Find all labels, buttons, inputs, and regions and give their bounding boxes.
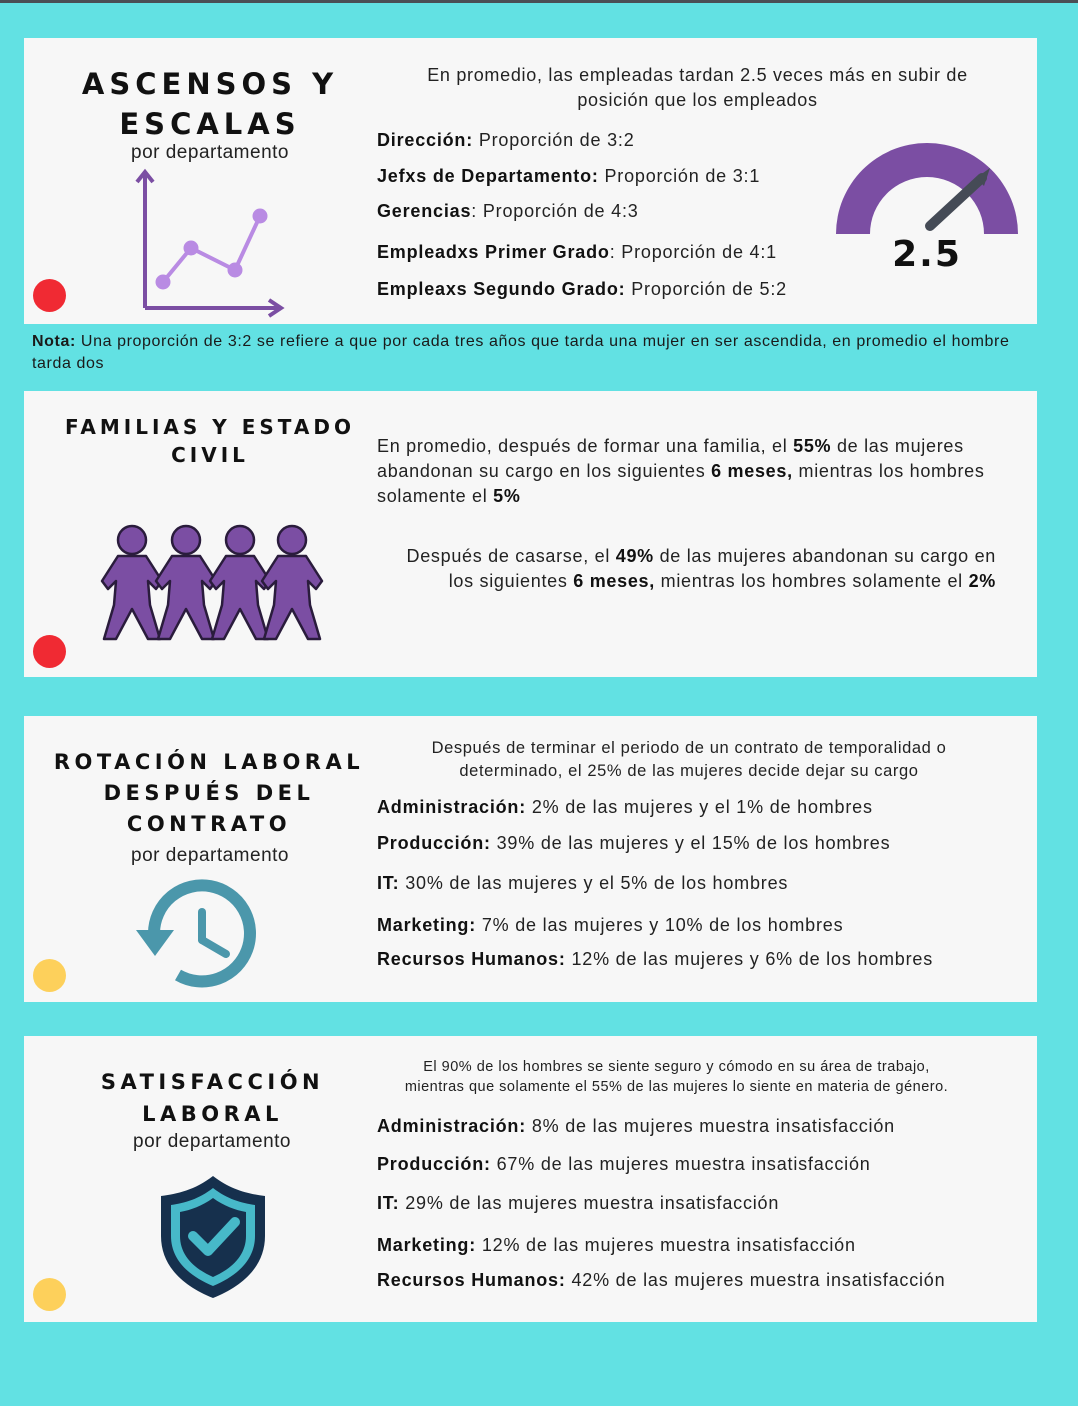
status-dot-yellow <box>33 959 66 992</box>
ascensos-item <box>377 201 639 222</box>
ascensos-intro-line1: En promedio, las empleadas tardan 2.5 veces más en subir de <box>427 65 968 85</box>
highlight: 2% <box>968 571 996 591</box>
rotacion-item <box>377 873 788 894</box>
note-text: Una proporción de 3:2 se refiere a que por cada tres años que tarda una mujer en ser ascendida, en promedio el hombre tarda dos <box>32 333 1010 372</box>
item-label: Producción: <box>377 833 491 853</box>
item-text: 7% de las mujeres y 10% de los hombres <box>476 915 844 935</box>
status-dot-yellow <box>33 1278 66 1311</box>
ascensos-item <box>377 166 760 187</box>
text: de las mujeres abandonan su cargo en los siguientes <box>448 546 996 591</box>
item-text: 2% de las mujeres y el 1% de hombres <box>526 797 873 817</box>
item-label: Marketing: <box>377 915 477 935</box>
people-chain-icon <box>100 523 324 643</box>
familias-card <box>24 391 1037 677</box>
ascensos-intro <box>370 63 1025 113</box>
highlight: 5% <box>493 486 521 506</box>
rotacion-title-line3: CONTRATO <box>126 812 292 836</box>
item-label: Producción: <box>377 1154 491 1174</box>
text: mientras los hombres solamente el <box>654 571 969 591</box>
ascensos-item <box>377 242 777 263</box>
note-label: Nota: <box>32 333 76 350</box>
item-label: Administración: <box>377 797 527 817</box>
item-label: Empleadxs Primer Grado <box>377 242 610 262</box>
satisfaccion-title <box>70 1066 355 1130</box>
item-text: 12% de las mujeres y 6% de los hombres <box>565 949 934 969</box>
text: En promedio, después de formar una familia, el <box>377 436 794 456</box>
highlight: 55% <box>793 436 832 456</box>
rotacion-intro-line1: Después de terminar el periodo de un contrato de temporalidad o <box>431 739 947 757</box>
item-text: 29% de las mujeres muestra insatisfacción <box>399 1193 780 1213</box>
item-label: Marketing: <box>377 1235 477 1255</box>
familias-title <box>59 413 361 469</box>
satisfaccion-item <box>377 1154 871 1175</box>
satisfaccion-intro <box>354 1057 999 1097</box>
rotacion-intro-line2: determinado, el 25% de las mujeres decide dejar su cargo <box>459 762 919 780</box>
rotacion-subtitle: por departamento <box>131 845 289 866</box>
satisfaccion-item <box>377 1270 945 1291</box>
item-label: IT: <box>377 1193 400 1213</box>
familias-paragraph-2 <box>402 544 996 594</box>
item-text: 30% de las mujeres y el 5% de los hombres <box>399 873 789 893</box>
item-text: 67% de las mujeres muestra insatisfacción <box>490 1154 871 1174</box>
gauge-icon <box>832 138 1022 238</box>
familias-title-line2: CIVIL <box>171 443 249 467</box>
satisfaccion-item <box>377 1193 779 1214</box>
top-border <box>0 0 1078 3</box>
status-dot-red <box>33 635 66 668</box>
item-text: : Proporción de 4:1 <box>609 242 777 262</box>
shield-check-icon <box>157 1174 269 1300</box>
item-label: Recursos Humanos: <box>377 1270 566 1290</box>
rotacion-intro <box>374 737 1004 783</box>
ascensos-item <box>377 130 635 151</box>
item-label: Recursos Humanos: <box>377 949 566 969</box>
highlight: 49% <box>615 546 654 566</box>
person-figure <box>102 526 162 639</box>
person-figure <box>262 526 322 639</box>
item-text: Proporción de 3:1 <box>598 166 761 186</box>
satisfaccion-item <box>377 1235 856 1256</box>
text: mientras los hombres solamente el <box>377 461 985 506</box>
rotacion-item <box>377 915 843 936</box>
ascensos-subtitle: por departamento <box>131 142 289 163</box>
person-figure <box>210 526 270 639</box>
line-chart-icon <box>129 166 299 321</box>
ascensos-intro-line2: posición que los empleados <box>577 90 818 110</box>
item-text: Proporción de 3:2 <box>473 130 635 150</box>
familias-title-line1: FAMILIAS Y ESTADO <box>65 415 355 439</box>
item-text: 12% de las mujeres muestra insatisfacción <box>476 1235 856 1255</box>
item-text: Proporción de 5:2 <box>625 279 787 299</box>
item-text: : Proporción de 4:3 <box>471 201 639 221</box>
rotacion-item <box>377 797 873 818</box>
item-text: 39% de las mujeres y el 15% de los hombres <box>490 833 891 853</box>
item-label: Empleaxs Segundo Grado: <box>377 279 626 299</box>
gauge-arc <box>836 143 1018 234</box>
satisfaccion-subtitle: por departamento <box>133 1131 291 1152</box>
history-clock-icon <box>134 878 274 996</box>
satisfaccion-item <box>377 1116 895 1137</box>
highlight: 6 meses, <box>711 461 793 481</box>
satisfaccion-title-line1: SATISFACCIÓN <box>100 1070 325 1094</box>
text: de las mujeres abandonan su cargo en los siguientes <box>377 436 964 481</box>
highlight: 6 meses, <box>573 571 655 591</box>
text: Después de casarse, el <box>406 546 616 566</box>
item-text: 8% de las mujeres muestra insatisfacción <box>526 1116 895 1136</box>
satisfaccion-card <box>24 1036 1037 1322</box>
item-label: Gerencias <box>377 201 472 221</box>
rotacion-title <box>52 747 366 840</box>
rotacion-card <box>24 716 1037 1002</box>
ascensos-title-line2: ESCALAS <box>119 107 301 141</box>
ascensos-title <box>70 64 350 144</box>
item-text: 42% de las mujeres muestra insatisfacción <box>565 1270 946 1290</box>
item-label: Jefxs de Departamento: <box>377 166 599 186</box>
status-dot-red <box>33 279 66 312</box>
satisfaccion-intro-line2: mientras que solamente el 55% de las mujeres lo siente en materia de género. <box>404 1079 949 1095</box>
gauge-value-label: 2.5 <box>892 234 962 275</box>
note <box>32 331 1022 375</box>
item-label: Administración: <box>377 1116 527 1136</box>
rotacion-item <box>377 833 890 854</box>
ascensos-item <box>377 279 787 300</box>
satisfaccion-intro-line1: El 90% de los hombres se siente seguro y cómodo en su área de trabajo, <box>423 1059 930 1075</box>
familias-paragraph-1 <box>377 434 987 509</box>
satisfaccion-title-line2: LABORAL <box>142 1102 283 1126</box>
rotacion-item <box>377 949 933 970</box>
item-label: Dirección: <box>377 130 474 150</box>
ascensos-card <box>24 38 1037 324</box>
ascensos-title-line1: ASCENSOS Y <box>81 67 339 101</box>
rotacion-title-line1: ROTACIÓN LABORAL <box>53 750 365 774</box>
rotacion-title-line2: DESPUÉS DEL <box>103 781 315 805</box>
item-label: IT: <box>377 873 400 893</box>
person-figure <box>156 526 216 639</box>
